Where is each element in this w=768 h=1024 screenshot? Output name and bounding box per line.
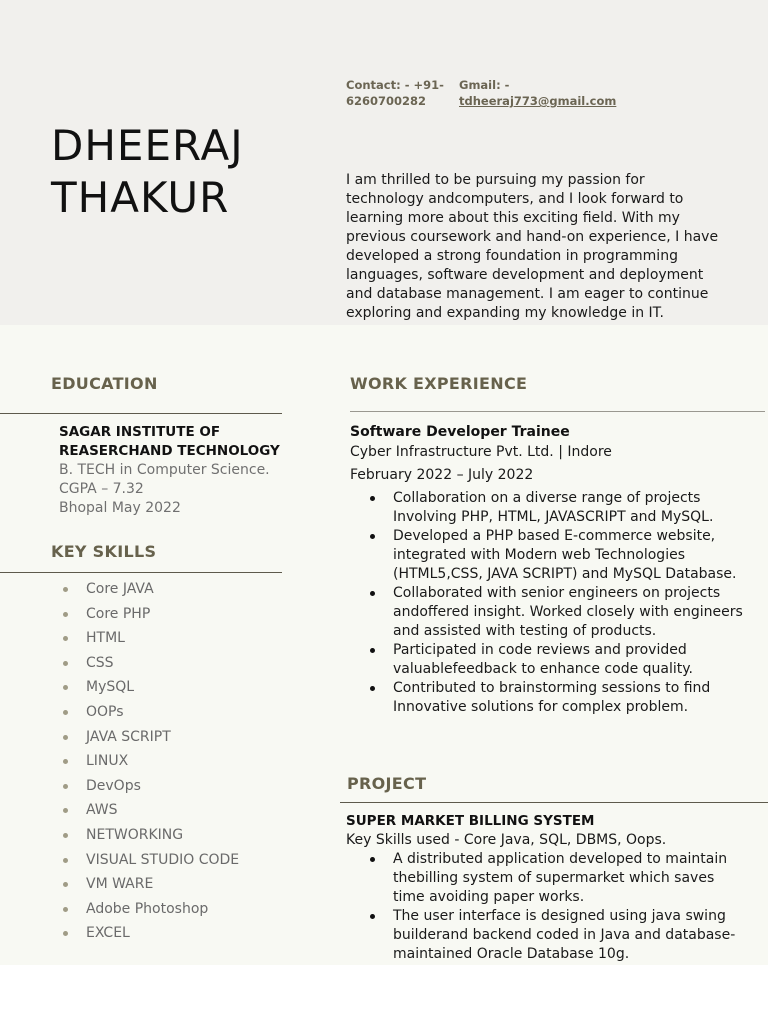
bullet-dot-icon [63,636,68,641]
bullet-dot-icon [63,710,68,715]
education-title: EDUCATION [51,374,158,393]
project-bullet: A distributed application developed to maintain thebilling system of supermarket which saves time avoiding paper works. [346,850,746,907]
work-entry [350,423,745,717]
project-bullets [346,850,746,964]
skill-item [60,824,239,849]
skill-item [60,750,239,775]
job-role: Software Developer Trainee [350,424,570,440]
bullet-dot-icon [63,931,68,936]
skill-item [60,603,239,628]
bullet-dot-icon [63,685,68,690]
work-bullet: Developed a PHP based E-commerce website, integrated with Modern web Technologies (HTML5,CSS, JAVA SCRIPT) and MySQL Database. [350,527,745,584]
bullet-dot-icon [63,661,68,666]
skill-label: VISUAL STUDIO CODE [86,851,240,868]
skill-label: LINUX [86,753,129,770]
candidate-name [51,120,244,224]
first-name: DHEERAJ [51,121,244,170]
work-bullet: Participated in code reviews and provided valuablefeedback to enhance code quality. [350,641,745,679]
degree: B. TECH in Computer Science. [59,462,270,478]
skill-label: VM WARE [86,876,154,893]
gmail-block [459,77,616,109]
work-title: WORK EXPERIENCE [350,374,528,393]
skill-item [60,775,239,800]
bullet-dot-icon [63,612,68,617]
skill-item [60,652,239,677]
last-name: THAKUR [51,173,230,222]
project-skills: Key Skills used - Core Java, SQL, DBMS, Oops. [346,832,667,848]
email-link[interactable]: tdheeraj773@gmail.com [459,94,617,108]
bullet-dot-icon [63,784,68,789]
skills-title: KEY SKILLS [51,542,157,561]
profile-summary: I am thrilled to be pursuing my passion for technology andcomputers, and I look forward to learning more about this exciting field. With my previous coursework and hand-on experience, I have developed a strong foundation in programming languages, software development and deployment and database management. I am eager to continue exploring and expanding my knowledge in IT. [346,172,719,321]
bullet-dot-icon [63,808,68,813]
skill-label: NETWORKING [86,826,184,843]
skill-item [60,873,239,898]
work-bullet: Contributed to brainstorming sessions to find Innovative solutions for complex problem. [350,679,745,717]
work-bullets [350,489,745,717]
skills-rule [0,572,282,573]
skill-label: DevOps [86,777,141,794]
skills-list [60,578,239,947]
skill-label: HTML [86,630,125,647]
education-rule [0,413,282,414]
skill-label: Adobe Photoshop [86,900,209,917]
location-date: Bhopal May 2022 [59,500,181,516]
skill-item [60,726,239,751]
cgpa: CGPA – 7.32 [59,481,144,497]
bullet-dot-icon [63,735,68,740]
skill-item [60,578,239,603]
skill-item [60,627,239,652]
skill-label: MySQL [86,679,135,696]
job-dates: February 2022 – July 2022 [350,467,534,483]
skill-label: Core PHP [86,605,151,622]
skill-label: Core JAVA [86,581,154,597]
project-entry [346,812,746,964]
bullet-dot-icon [63,759,68,764]
skill-item [60,922,239,947]
skill-label: EXCEL [86,925,130,942]
work-rule [350,411,765,412]
contact-block [346,77,456,109]
project-name: SUPER MARKET BILLING SYSTEM [346,813,595,829]
skill-item [60,676,239,701]
bullet-dot-icon [63,882,68,887]
contact-number: 6260700282 [346,94,427,108]
project-title: PROJECT [347,774,427,793]
gmail-label: Gmail: - [459,78,510,92]
skill-item [60,799,239,824]
institute-line-1: SAGAR INSTITUTE OF [59,424,221,440]
skill-label: OOPs [86,703,124,720]
work-bullet: Collaborated with senior engineers on projects andoffered insight. Worked closely with engineers and assisted with testing of products. [350,584,745,641]
skill-item [60,849,239,874]
institute-line-2: REASERCHAND TECHNOLOGY [59,443,280,459]
work-bullet: Collaboration on a diverse range of projects Involving PHP, HTML, JAVASCRIPT and MySQL. [350,489,745,527]
bullet-dot-icon [63,587,68,592]
bullet-dot-icon [63,833,68,838]
bullet-dot-icon [63,858,68,863]
company: Cyber Infrastructure Pvt. Ltd. | Indore [350,444,612,460]
skill-item [60,898,239,923]
bullet-dot-icon [63,907,68,912]
skill-label: AWS [86,802,118,819]
skill-label: CSS [86,654,114,671]
project-rule [340,802,768,803]
project-bullet: The user interface is designed using java swing builderand backend coded in Java and database-maintained Oracle Database 10g. [346,907,746,964]
education-entry [59,423,284,518]
skill-label: JAVA SCRIPT [86,728,171,745]
skill-item [60,701,239,726]
contact-label: Contact: - +91- [346,78,444,92]
